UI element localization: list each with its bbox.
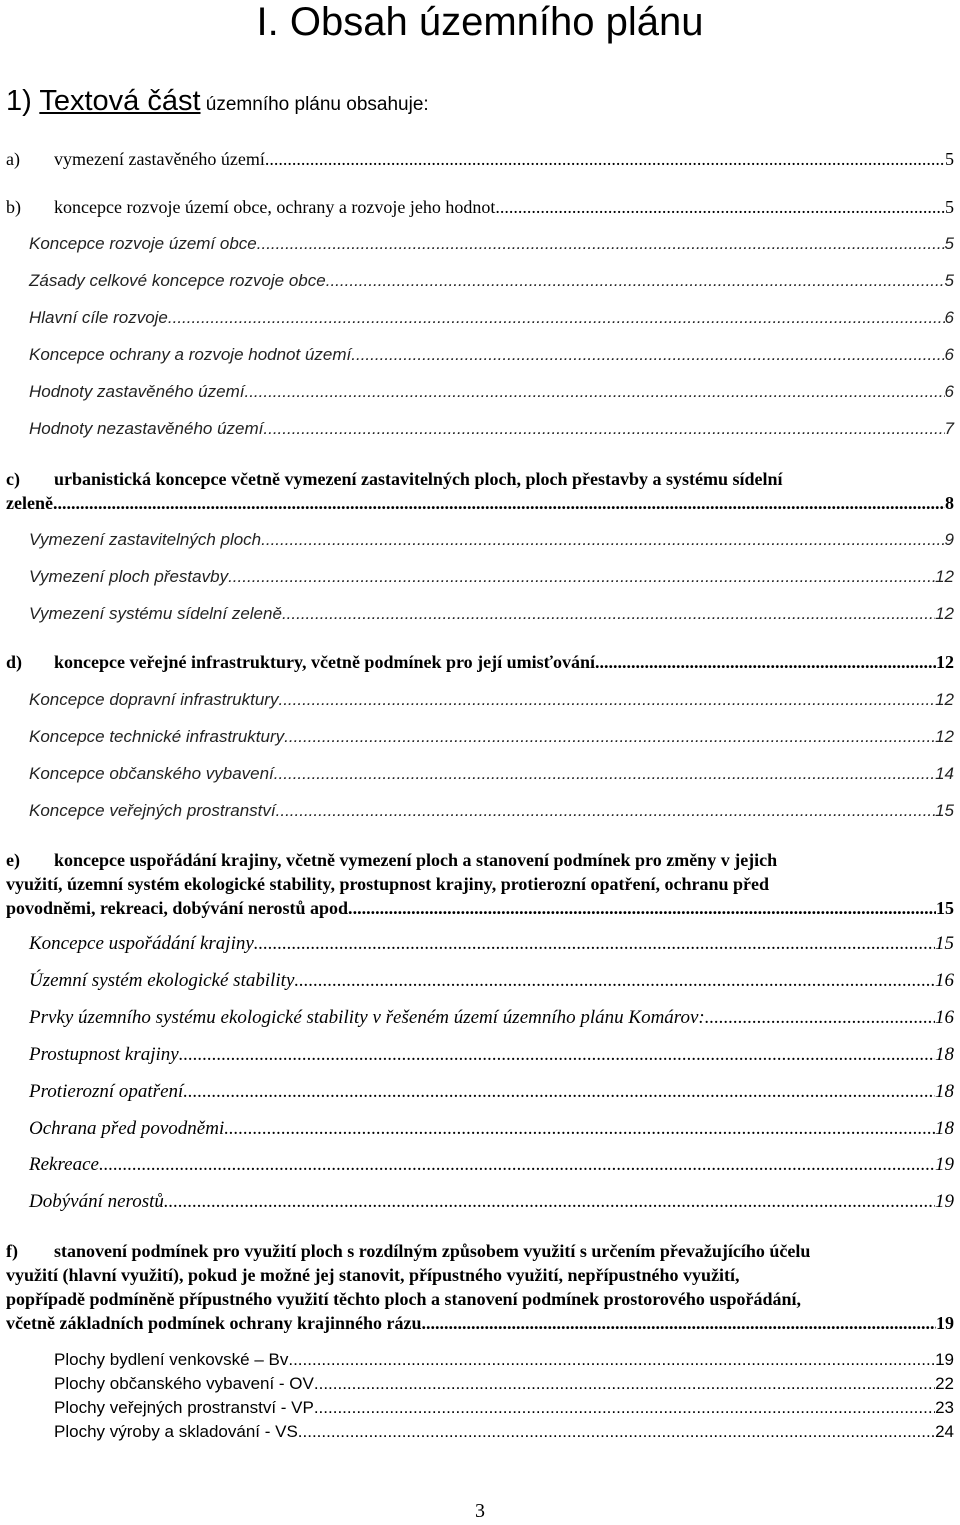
- toc-subentry[interactable]: Koncepce občanského vybavení ..... 14: [29, 762, 954, 786]
- toc-subentry[interactable]: Prostupnost krajiny ..... 18: [29, 1043, 954, 1067]
- toc-entry-text: d) koncepce veřejné infrastruktury, včetně podmínek pro její umisťování: [6, 652, 596, 672]
- toc-subentry[interactable]: Hodnoty zastavěného území ..... 6: [29, 380, 954, 404]
- toc-entry-e[interactable]: [6, 848, 954, 920]
- toc-entry-text: a) vymezení zastavěného území: [6, 149, 265, 169]
- toc-entry-text: b) koncepce rozvoje území obce, ochrany a rozvoje jeho hodnot: [6, 197, 496, 217]
- toc-entry-f[interactable]: [6, 1239, 954, 1335]
- toc-subentry[interactable]: Hlavní cíle rozvoje ..... 6: [29, 306, 954, 330]
- toc-entry-text: stanovení podmínek pro využití ploch s rozdílným způsobem využití s určením převažujícího účelu: [54, 1241, 811, 1261]
- toc-subentry[interactable]: Plochy veřejných prostranství - VP ..... 23: [54, 1397, 954, 1419]
- toc-subentry[interactable]: Koncepce uspořádání krajiny ..... 15: [29, 932, 954, 956]
- toc-subentry[interactable]: Vymezení ploch přestavby ..... 12: [29, 565, 954, 589]
- toc-entry-text: urbanistická koncepce včetně vymezení zastavitelných ploch, ploch přestavby a systému sídelní: [54, 469, 783, 489]
- section-heading: [6, 83, 429, 123]
- section-heading-strong: Textová část: [39, 85, 201, 117]
- toc-subentry[interactable]: Územní systém ekologické stability ..... 16: [29, 969, 954, 993]
- toc-subentry[interactable]: Zásady celkové koncepce rozvoje obce ..... 5: [29, 269, 954, 293]
- toc-page-number: 19: [936, 1313, 954, 1333]
- toc-entry-text: včetně základních podmínek ochrany krajinného rázu: [6, 1313, 422, 1333]
- page-title: I. Obsah územního plánu: [256, 0, 704, 44]
- section-heading-rest: územního plánu obsahuje:: [200, 94, 429, 115]
- toc-page-number: 5: [945, 197, 954, 217]
- toc-subentry[interactable]: Plochy bydlení venkovské – Bv ..... 19: [54, 1349, 954, 1371]
- toc-entry-text: popřípadě podmíněně přípustného využití těchto ploch a stanovení podmínek prostorového uspořádání,: [6, 1289, 801, 1309]
- toc-subentry[interactable]: Plochy výroby a skladování - VS ..... 24: [54, 1421, 954, 1443]
- toc-subentry[interactable]: Dobývání nerostů ..... 19: [29, 1190, 954, 1214]
- toc-entry-a[interactable]: [6, 147, 954, 171]
- toc-subentry[interactable]: Vymezení systému sídelní zeleně ..... 12: [29, 602, 954, 626]
- toc-entry-label: f): [6, 1241, 18, 1261]
- toc-page-number: 5: [945, 149, 954, 169]
- toc-entry-d[interactable]: [6, 650, 954, 674]
- toc-entry-label: e): [6, 850, 20, 870]
- section-number: 1): [6, 85, 40, 117]
- toc-entry-text: povodněmi, rekreaci, dobývání nerostů apod.: [6, 898, 353, 918]
- toc-entry-label: c): [6, 469, 20, 489]
- toc-subentry[interactable]: Hodnoty nezastavěného území ..... 7: [29, 417, 954, 441]
- toc-entry-c[interactable]: [6, 467, 954, 515]
- toc-entry-text: využití, územní systém ekologické stability, prostupnost krajiny, protierozní opatření, ochranu před: [6, 874, 770, 894]
- toc-subentry[interactable]: Plochy občanského vybavení - OV ..... 22: [54, 1373, 954, 1395]
- toc-entry-text: koncepce uspořádání krajiny, včetně vymezení ploch a stanovení podmínek pro změny v jejich: [54, 850, 778, 870]
- toc-subentry[interactable]: Koncepce ochrany a rozvoje hodnot území ..... 6: [29, 343, 954, 367]
- page-number: 3: [475, 1500, 485, 1522]
- toc-subentry[interactable]: Rekreace ..... 19: [29, 1153, 954, 1177]
- toc-subentry[interactable]: Protierozní opatření ..... 18: [29, 1080, 954, 1104]
- toc-page-number: 8: [945, 493, 954, 513]
- toc-subentry[interactable]: Ochrana před povodněmi ..... 18: [29, 1117, 954, 1141]
- toc-page-number: 12: [936, 652, 954, 672]
- toc-subentry[interactable]: Koncepce dopravní infrastruktury ..... 12: [29, 688, 954, 712]
- toc-subentry[interactable]: Prvky územního systému ekologické stability v řešeném území územního plánu Komárov: ..... 16: [29, 1006, 954, 1030]
- toc-entry-text: zeleně: [6, 493, 53, 513]
- toc-page-number: 15: [936, 898, 954, 918]
- toc-subentry[interactable]: Koncepce rozvoje území obce ..... 5: [29, 232, 954, 256]
- toc-subentry[interactable]: Koncepce technické infrastruktury ..... 12: [29, 725, 954, 749]
- toc-subentry[interactable]: Vymezení zastavitelných ploch ..... 9: [29, 528, 954, 552]
- toc-subentry[interactable]: Koncepce veřejných prostranství ..... 15: [29, 799, 954, 823]
- toc-entry-text: využití (hlavní využití), pokud je možné jej stanovit, přípustného využití, nepřípustného využití,: [6, 1265, 740, 1285]
- toc-entry-b[interactable]: [6, 195, 954, 219]
